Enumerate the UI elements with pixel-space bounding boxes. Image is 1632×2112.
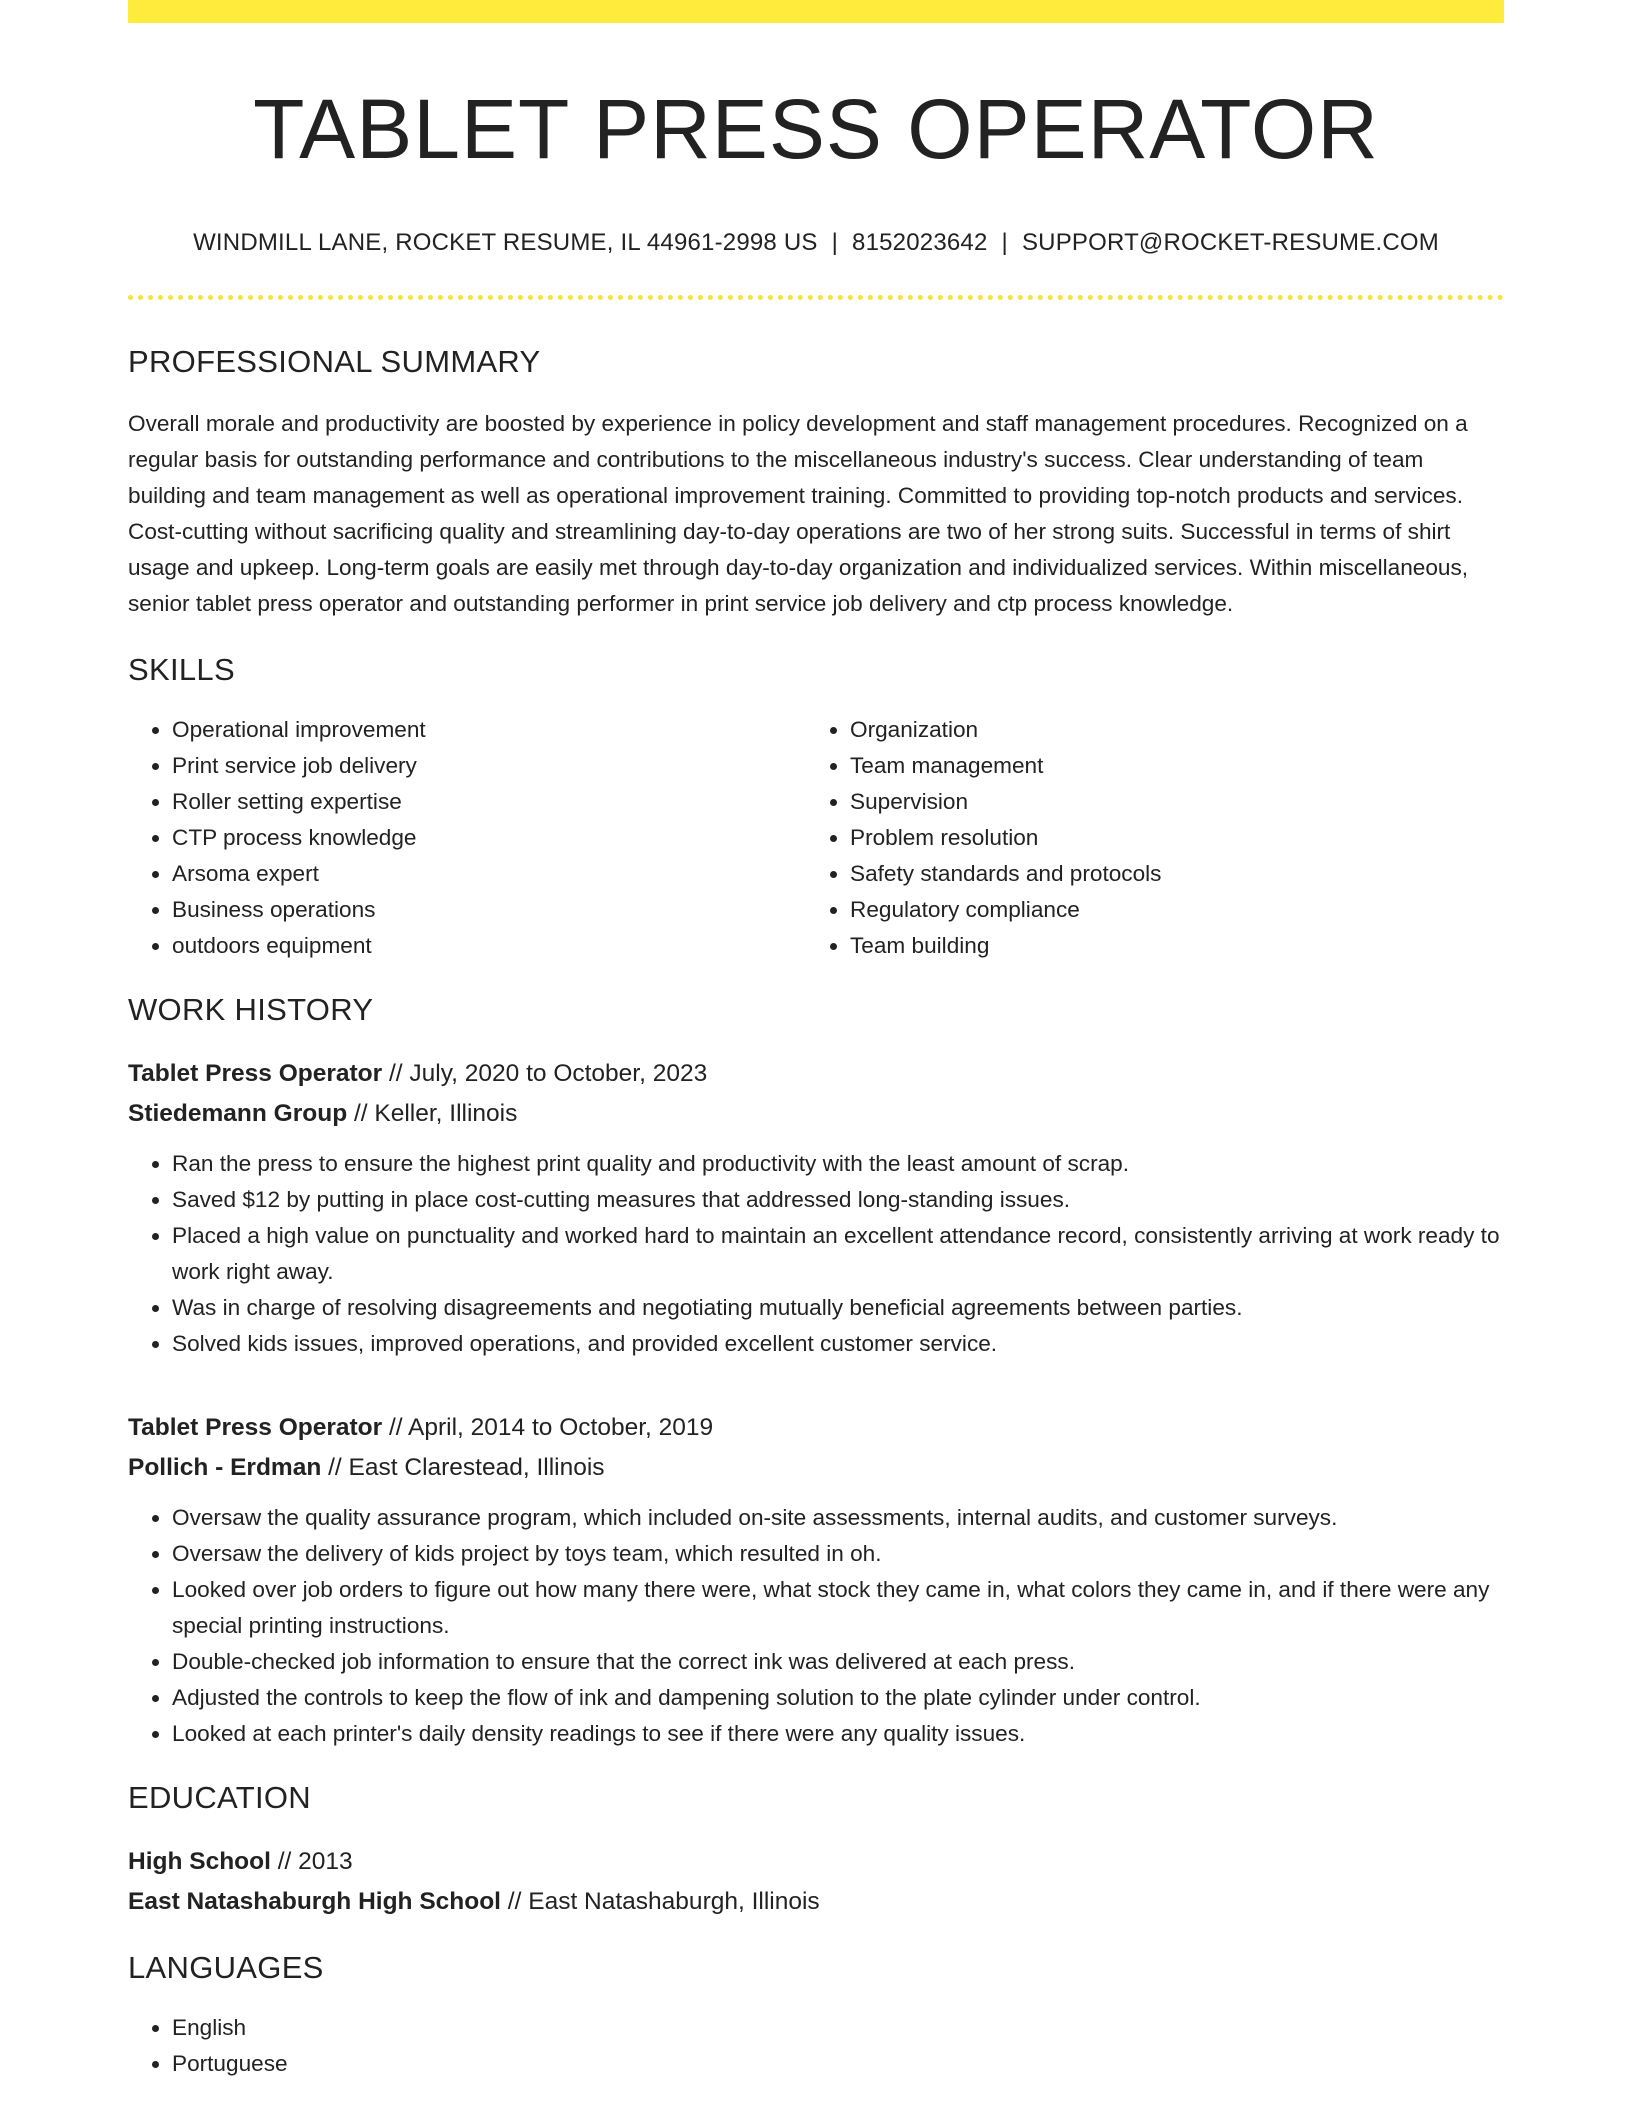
education-year: // 2013 [270,1848,353,1876]
language-item: • Portuguese [172,2046,1504,2082]
resume-title: TABLET PRESS OPERATOR [253,82,1379,176]
skill-item: • Organization [850,712,1490,748]
skill-item: • Operational improvement [172,712,806,748]
skill-item: • Safety standards and protocols [850,856,1490,892]
skill-item: • Print service job delivery [172,748,806,784]
skill-item: • Supervision [850,784,1490,820]
job-bullets [128,1500,1504,1752]
work-history-heading: WORK HISTORY [128,992,374,1028]
job-role: Tablet Press Operator [128,1060,383,1088]
job-entry [128,1054,1504,1362]
education-school: East Natashaburgh High School [128,1888,501,1916]
job-entry [128,1408,1504,1752]
job-location: // Keller, Illinois [347,1100,518,1128]
email: SUPPORT@ROCKET-RESUME.COM [1021,229,1439,257]
dotted-divider [128,295,1504,300]
job-bullet: • Oversaw the delivery of kids project by toys team, which resulted in oh. [172,1536,1504,1572]
job-bullet: • Solved kids issues, improved operations, and provided excellent customer service. [172,1326,1504,1362]
phone: 8152023642 [852,229,988,257]
job-bullet: • Adjusted the controls to keep the flow of ink and dampening solution to the plate cylinder under control. [172,1680,1504,1716]
job-bullet: • Oversaw the quality assurance program, which included on-site assessments, internal audits, and customer surveys. [172,1500,1504,1536]
education-entry [128,1842,1504,1922]
skills-column-left [128,712,806,964]
skills-list [128,712,1504,964]
job-dates: // July, 2020 to October, 2023 [382,1060,708,1088]
job-bullet: • Looked over job orders to figure out how many there were, what stock they came in, what colors they came in, and if there were any special printing instructions. [172,1572,1504,1644]
skill-item: • Team management [850,748,1490,784]
resume-page [128,0,1504,2082]
job-bullet: • Ran the press to ensure the highest print quality and productivity with the least amount of scrap. [172,1146,1504,1182]
separator: | [1001,229,1008,257]
education-degree-line [128,1842,1504,1882]
skills-heading: SKILLS [128,652,235,688]
summary-text: Overall morale and productivity are boosted by experience in policy development and staff management procedures. Recognized on a regular basis for outstanding performance and contributions to the miscellaneous industry's success. Clear understanding of team building and team management as well as operational improvement training. Committed to providing top-notch products and services. Cost-cutting without sacrificing quality and streamlining day-to-day operations are two of her strong suits. Successful in terms of shirt usage and upkeep. Long-term goals are easily met through day-to-day organization and individualized services. Within miscellaneous, senior tablet press operator and outstanding performer in print service job delivery and ctp process knowledge. [128,411,1469,617]
summary-heading: PROFESSIONAL SUMMARY [128,344,541,380]
skill-item: • Business operations [172,892,806,928]
skill-item: • Team building [850,928,1490,964]
job-role-line [128,1408,1504,1448]
languages-list [128,2010,1504,2082]
job-bullet: • Saved $12 by putting in place cost-cutting measures that addressed long-standing issues. [172,1182,1504,1218]
skill-item: • Arsoma expert [172,856,806,892]
job-dates: // April, 2014 to October, 2019 [382,1414,714,1442]
job-bullets [128,1146,1504,1362]
job-company: Stiedemann Group [128,1100,348,1128]
job-company: Pollich - Erdman [128,1454,322,1482]
skill-item: • Regulatory compliance [850,892,1490,928]
job-bullet: • Placed a high value on punctuality and worked hard to maintain an excellent attendance record, consistently arriving at work ready to work right away. [172,1218,1504,1290]
skills-column-right [806,712,1490,964]
job-role-line [128,1054,1504,1094]
separator: | [831,229,839,257]
skill-item: • Problem resolution [850,820,1490,856]
language-item: • English [172,2010,1504,2046]
skill-item: • outdoors equipment [172,928,806,964]
languages-heading: LANGUAGES [128,1950,324,1986]
skill-item: • Roller setting expertise [172,784,806,820]
job-company-line [128,1094,1504,1134]
job-location: // East Clarestead, Illinois [321,1454,605,1482]
education-location: // East Natashaburgh, Illinois [501,1888,820,1916]
contact-line [128,229,1504,257]
skill-item: • CTP process knowledge [172,820,806,856]
education-degree: High School [128,1848,271,1876]
job-role: Tablet Press Operator [128,1414,383,1442]
job-bullet: • Looked at each printer's daily density readings to see if there were any quality issues. [172,1716,1504,1752]
job-company-line [128,1448,1504,1488]
accent-bar [128,0,1504,23]
job-bullet: • Was in charge of resolving disagreements and negotiating mutually beneficial agreements between parties. [172,1290,1504,1326]
address: WINDMILL LANE, ROCKET RESUME, IL 44961-2998 US [193,229,818,257]
education-heading: EDUCATION [128,1780,311,1816]
job-bullet: • Double-checked job information to ensure that the correct ink was delivered at each press. [172,1644,1504,1680]
education-school-line [128,1882,1504,1922]
